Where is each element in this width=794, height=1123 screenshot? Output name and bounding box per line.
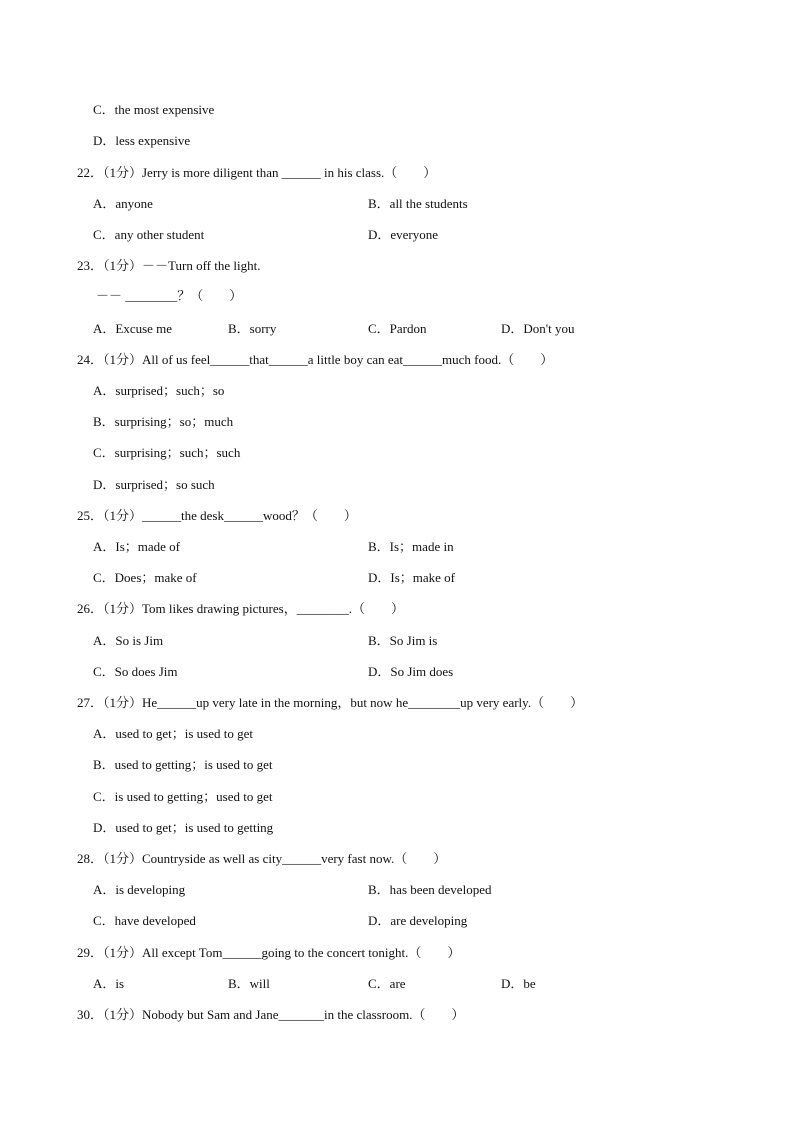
option-b[interactable]: B．sorry: [228, 321, 277, 336]
option-c[interactable]: C．Does；make of: [93, 570, 197, 585]
question-22-stem: 22．（1分）Jerry is more diligent than ______ in his class.（ ）: [77, 165, 437, 180]
option-d[interactable]: D．Don't you: [501, 321, 575, 336]
option-d[interactable]: D．are developing: [368, 913, 468, 928]
option-a[interactable]: A．is developing: [93, 882, 186, 897]
option-c[interactable]: C．So does Jim: [93, 664, 178, 679]
option-a[interactable]: A．is: [93, 976, 125, 991]
option-c[interactable]: C．have developed: [93, 913, 196, 928]
option-b[interactable]: B．has been developed: [368, 882, 492, 897]
option-a[interactable]: A．surprised；such；so: [93, 383, 225, 398]
option-d[interactable]: D．Is；make of: [368, 570, 456, 585]
option-b[interactable]: B．surprising；so；much: [93, 414, 234, 429]
option-b[interactable]: B．all the students: [368, 196, 468, 211]
option-c[interactable]: C．any other student: [93, 227, 205, 242]
option-c[interactable]: C．the most expensive: [93, 102, 215, 117]
option-b[interactable]: B．will: [228, 976, 270, 991]
option-d[interactable]: D．less expensive: [93, 133, 191, 148]
question-26-stem: 26．（1分）Tom likes drawing pictures，________.（ ）: [77, 601, 404, 616]
option-c[interactable]: C．is used to getting；used to get: [93, 789, 273, 804]
option-b[interactable]: B．So Jim is: [368, 633, 438, 648]
option-d[interactable]: D．So Jim does: [368, 664, 454, 679]
option-d[interactable]: D．used to get；is used to getting: [93, 820, 274, 835]
question-25-stem: 25．（1分）______the desk______wood？（ ）: [77, 508, 357, 523]
question-30-stem: 30．（1分）Nobody but Sam and Jane_______in the classroom.（ ）: [77, 1007, 465, 1022]
option-d[interactable]: D．everyone: [368, 227, 439, 242]
question-28-stem: 28．（1分）Countryside as well as city______very fast now.（ ）: [77, 851, 447, 866]
option-c[interactable]: C．Pardon: [368, 321, 427, 336]
option-c[interactable]: C．are: [368, 976, 406, 991]
option-c[interactable]: C．surprising；such；such: [93, 445, 241, 460]
question-23-response: －－ ________？（ ）: [96, 288, 243, 303]
question-23-stem: 23．（1分）－－Turn off the light.: [77, 258, 261, 273]
option-a[interactable]: A．So is Jim: [93, 633, 164, 648]
option-b[interactable]: B．used to getting；is used to get: [93, 757, 273, 772]
option-a[interactable]: A．Excuse me: [93, 321, 173, 336]
option-b[interactable]: B．Is；made in: [368, 539, 454, 554]
option-d[interactable]: D．be: [501, 976, 536, 991]
option-a[interactable]: A．anyone: [93, 196, 153, 211]
option-d[interactable]: D．surprised；so such: [93, 477, 215, 492]
question-27-stem: 27．（1分）He______up very late in the morning，but now he________up very early.（ ）: [77, 695, 584, 710]
option-a[interactable]: A．Is；made of: [93, 539, 181, 554]
question-29-stem: 29．（1分）All except Tom______going to the concert tonight.（ ）: [77, 945, 461, 960]
question-24-stem: 24．（1分）All of us feel______that______a little boy can eat______much food.（ ）: [77, 352, 554, 367]
option-a[interactable]: A．used to get；is used to get: [93, 726, 253, 741]
